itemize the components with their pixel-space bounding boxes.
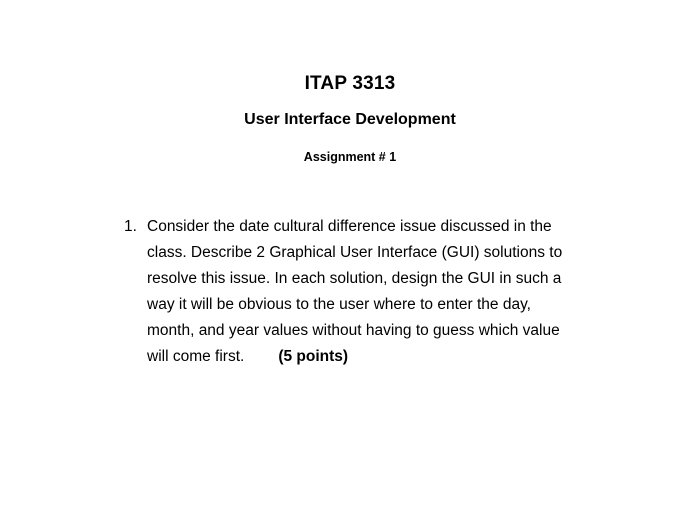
question-line: way it will be obvious to the user where to enter the day, bbox=[147, 296, 531, 313]
question-line: Consider the date cultural difference issue discussed in the bbox=[147, 218, 552, 235]
course-title-heading: User Interface Development bbox=[244, 111, 456, 128]
question-text bbox=[147, 214, 597, 370]
course-code-heading: ITAP 3313 bbox=[304, 73, 396, 94]
assignment-heading: Assignment # 1 bbox=[303, 150, 397, 164]
question-line: will come first. bbox=[147, 348, 245, 365]
question-points: (5 points) bbox=[278, 348, 349, 365]
question-line: resolve this issue. In each solution, design the GUI in such a bbox=[147, 270, 562, 287]
question-item bbox=[124, 214, 604, 370]
question-line: month, and year values without having to guess which value bbox=[147, 322, 560, 339]
question-line: class. Describe 2 Graphical User Interface (GUI) solutions to bbox=[147, 244, 563, 261]
question-last-line bbox=[147, 344, 597, 370]
question-number: 1. bbox=[124, 218, 137, 235]
